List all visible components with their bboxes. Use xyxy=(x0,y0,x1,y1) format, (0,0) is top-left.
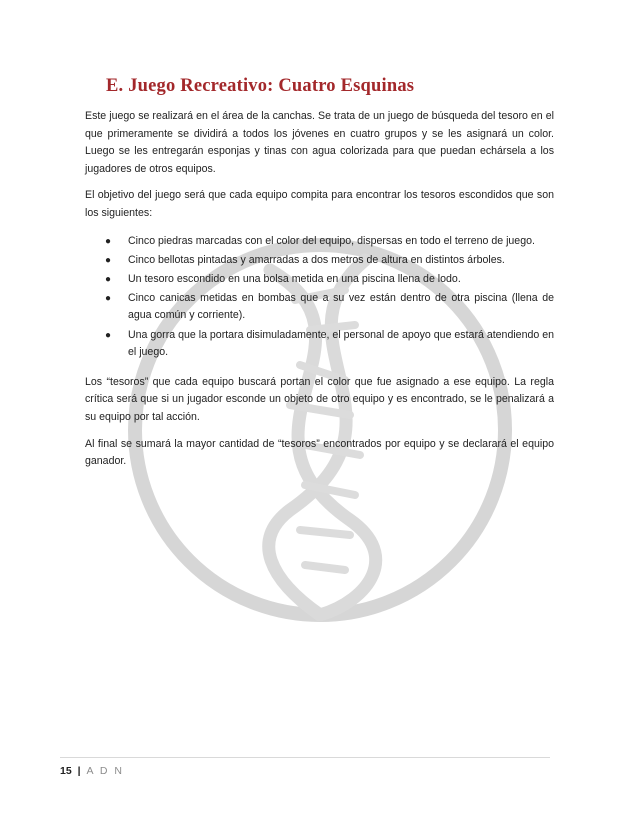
bullet-icon: ● xyxy=(105,235,112,247)
list-item-text: Una gorra que la portara disimuladamente, el personal de apoyo que estará atendiendo en el juego. xyxy=(128,328,554,359)
page-content xyxy=(85,74,554,480)
list-item-text: Cinco piedras marcadas con el color del equipo, dispersas en todo el terreno de juego. xyxy=(128,234,535,247)
footer-divider xyxy=(60,757,550,758)
bullet-icon: ● xyxy=(105,329,112,341)
list-item xyxy=(85,271,554,289)
bullet-icon: ● xyxy=(105,292,112,304)
section-heading: E. Juego Recreativo: Cuatro Esquinas xyxy=(106,76,415,96)
paragraph: Al final se sumará la mayor cantidad de “tesoros” encontrados por equipo y se declarará el equipo ganador. xyxy=(85,437,554,468)
bullet-icon: ● xyxy=(105,273,112,285)
bullet-icon: ● xyxy=(105,254,112,266)
list-item-text: Cinco canicas metidas en bombas que a su vez están dentro de otra piscina (llena de agua común y corriente). xyxy=(128,291,554,322)
list-item xyxy=(85,327,554,362)
list-item xyxy=(85,252,554,270)
list-item-text: Un tesoro escondido en una bolsa metida en una piscina llena de lodo. xyxy=(128,272,461,285)
list-item xyxy=(85,290,554,325)
list-item-text: Cinco bellotas pintadas y amarradas a dos metros de altura en distintos árboles. xyxy=(128,253,505,266)
treasure-list xyxy=(85,233,554,362)
page-footer xyxy=(60,757,550,778)
list-item xyxy=(85,233,554,251)
footer-text xyxy=(60,764,550,778)
footer-label: A D N xyxy=(86,765,124,777)
paragraph: Este juego se realizará en el área de la canchas. Se trata de un juego de búsqueda del tesoro en el que primeramente se dividirá a todos los jóvenes en cuatro grupos y se les asignará un color. Luego se les entregarán esponjas y tinas con agua colorizada para que puedan echársela a los jugadores de otros equipos. xyxy=(85,110,554,175)
paragraph: El objetivo del juego será que cada equipo compita para encontrar los tesoros escondidos que son los siguientes: xyxy=(85,189,554,219)
page-number: 15 xyxy=(60,765,72,777)
footer-separator: | xyxy=(77,765,81,777)
paragraph: Los “tesoros” que cada equipo buscará portan el color que fue asignado a ese equipo. La regla crítica será que si un jugador esconde un objeto de otro equipo y es encontrado, se le penalizará a su equipo por tal acción. xyxy=(85,375,554,423)
